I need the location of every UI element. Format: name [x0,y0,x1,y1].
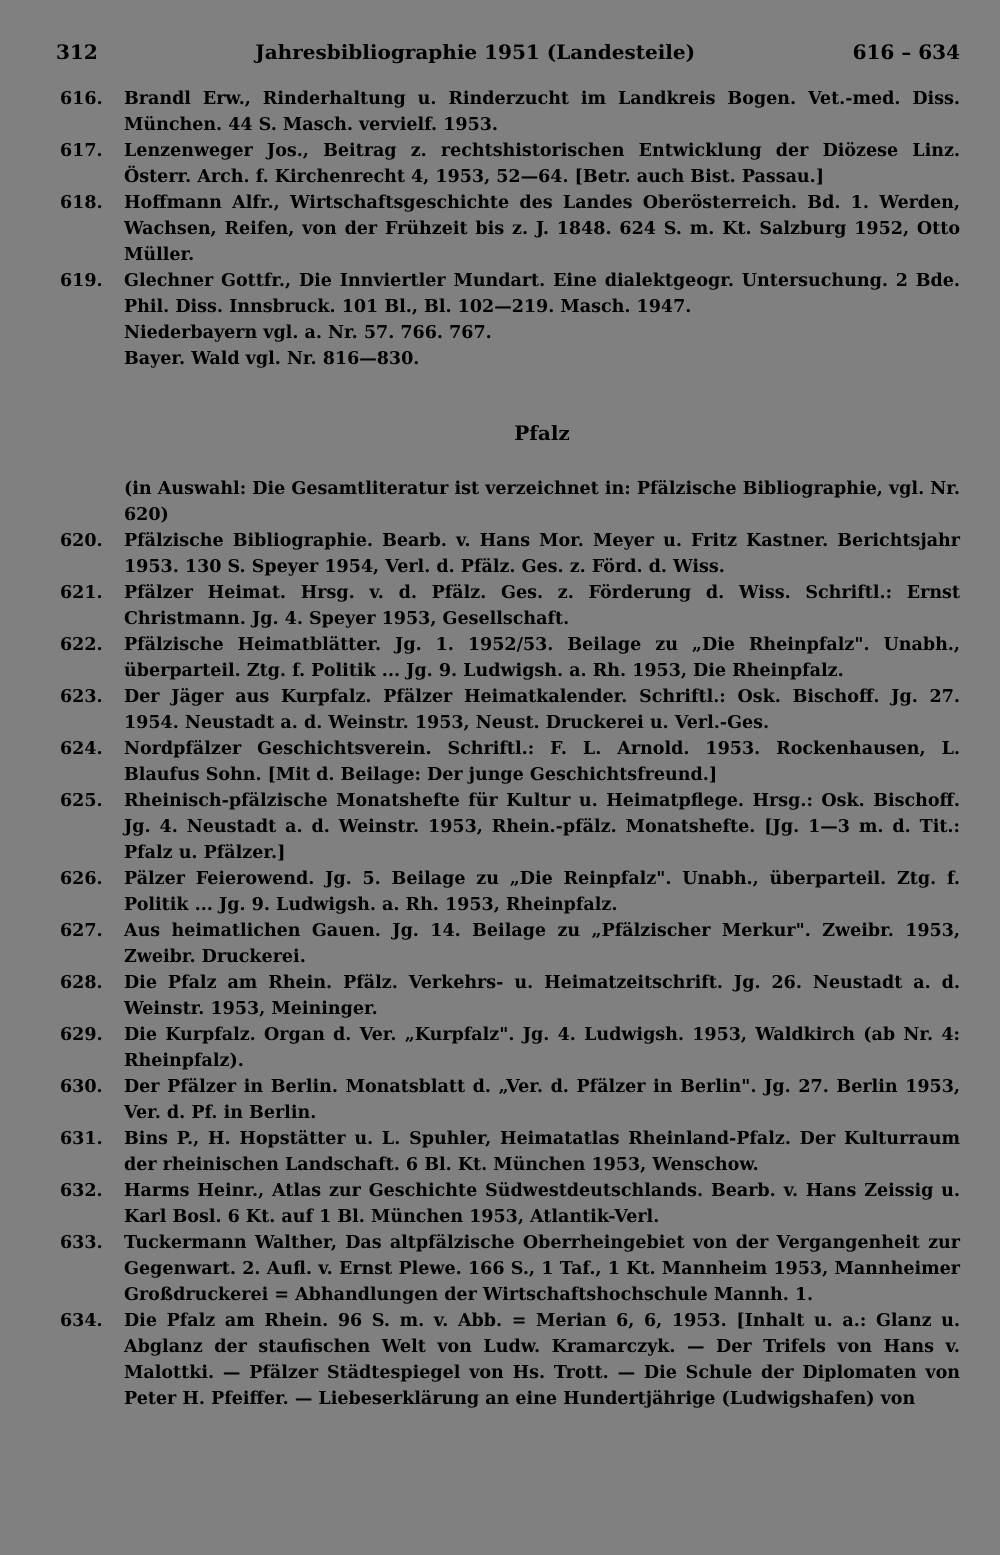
entry-text: Glechner Gottfr., Die Innviertler Mundart. Eine dialektgeogr. Untersuchung. 2 Bde. Phil. Diss. Innsbruck. 101 Bl., Bl. 102—219. Masch. 1947. [124,271,960,317]
entry-number: 625. [60,791,103,811]
entry-text: Der Pfälzer in Berlin. Monatsblatt d. „Ver. d. Pfälzer in Berlin". Jg. 27. Berlin 1953, Ver. d. Pf. in Berlin. [124,1077,960,1123]
bib-entry [60,1308,960,1412]
entry-text: Rheinisch-pfälzische Monatshefte für Kultur u. Heimatpflege. Hrsg.: Osk. Bischoff. Jg. 4. Neustadt a. d. Weinstr. 1953, Rhein.-pfälz. Monatshefte. [Jg. 1—3 m. d. Tit.: Pfalz u. Pfälzer.] [124,791,960,863]
entry-number: 621. [60,583,103,603]
bibliography-body [60,86,960,1412]
bib-entry [60,1074,960,1126]
section-heading: Pfalz [514,421,570,445]
bib-entry [60,866,960,918]
entry-number: 630. [60,1077,103,1097]
entry-text: Harms Heinr., Atlas zur Geschichte Südwestdeutschlands. Bearb. v. Hans Zeissig u. Karl Bosl. 6 Kt. auf 1 Bl. München 1953, Atlantik-Verl. [124,1181,960,1227]
entry-text: Bins P., H. Hopstätter u. L. Spuhler, Heimatatlas Rheinland-Pfalz. Der Kulturraum der rheinischen Landschaft. 6 Bl. Kt. München 1953, Wenschow. [124,1129,960,1175]
bib-entry [60,190,960,268]
section-intro: (in Auswahl: Die Gesamtliteratur ist verzeichnet in: Pfälzische Bibliographie, vgl. Nr. 620) [124,479,960,525]
entry-text: Die Pfalz am Rhein. Pfälz. Verkehrs- u. Heimatzeitschrift. Jg. 26. Neustadt a. d. Weinstr. 1953, Meininger. [124,973,960,1019]
page-number: 312 [56,40,98,64]
entry-text: Brandl Erw., Rinderhaltung u. Rinderzucht im Landkreis Bogen. Vet.-med. Diss. München. 44 S. Masch. vervielf. 1953. [124,89,960,135]
entry-number: 622. [60,635,103,655]
entry-text: Pfälzer Heimat. Hrsg. v. d. Pfälz. Ges. z. Förderung d. Wiss. Schriftl.: Ernst Christmann. Jg. 4. Speyer 1953, Gesellschaft. [124,583,960,629]
entry-text: Hoffmann Alfr., Wirtschaftsgeschichte des Landes Oberösterreich. Bd. 1. Werden, Wachsen, Reifen, von der Frühzeit bis z. J. 1848. 624 S. m. Kt. Salzburg 1952, Otto Müller. [124,193,960,265]
entry-number: 624. [60,739,103,759]
entry-text: Pfälzische Bibliographie. Bearb. v. Hans Mor. Meyer u. Fritz Kastner. Berichtsjahr 1953. 130 S. Speyer 1954, Verl. d. Pfälz. Ges. z. Förd. d. Wiss. [124,531,960,577]
bib-entry [60,632,960,684]
entry-text: Nordpfälzer Geschichtsverein. Schriftl.: F. L. Arnold. 1953. Rockenhausen, L. Blaufus Sohn. [Mit d. Beilage: Der junge Geschichtsfreund.] [124,739,960,785]
entry-text: Aus heimatlichen Gauen. Jg. 14. Beilage zu „Pfälzischer Merkur". Zweibr. 1953, Zweibr. Druckerei. [124,921,960,967]
cross-reference: Niederbayern vgl. a. Nr. 57. 766. 767. [124,323,492,343]
bib-entry [60,684,960,736]
bib-entry [60,918,960,970]
entry-number: 618. [60,193,103,213]
entry-number: 620. [60,531,103,551]
entry-number: 616. [60,89,103,109]
entries-top [60,86,960,372]
cross-reference: Bayer. Wald vgl. Nr. 816—830. [124,349,420,369]
entry-number: 632. [60,1181,103,1201]
entry-text: Der Jäger aus Kurpfalz. Pfälzer Heimatkalender. Schriftl.: Osk. Bischoff. Jg. 27. 1954. Neustadt a. d. Weinstr. 1953, Neust. Druckerei u. Verl.-Ges. [124,687,960,733]
bib-entry [60,138,960,190]
page-header [56,36,960,68]
entry-text: Tuckermann Walther, Das altpfälzische Oberrheingebiet von der Vergangenheit zur Gegenwart. 2. Aufl. v. Ernst Plewe. 166 S., 1 Taf., 1 Kt. Mannheim 1953, Mannheimer Großdruckerei = Abhandlungen der Wirtschaftshochschule Mannh. 1. [124,1233,960,1305]
bib-entry [60,1126,960,1178]
entry-number: 633. [60,1233,103,1253]
entry-number: 628. [60,973,103,993]
bib-entry [60,970,960,1022]
entry-text: Die Pfalz am Rhein. 96 S. m. v. Abb. = Merian 6, 6, 1953. [Inhalt u. a.: Glanz u. Abglanz der staufischen Welt von Ludw. Kramarczyk. — Der Trifels von Hans v. Malottki. — Pfälzer Städtespiegel von Hs. Trott. — Die Schule der Diplomaten von Peter H. Pfeiffer. — Liebeserklärung an eine Hundertjährige (Ludwigshafen) von [124,1311,960,1409]
bib-entry [60,268,960,320]
entry-number: 617. [60,141,103,161]
entries-section [60,528,960,1412]
entry-range: 616 – 634 [852,40,960,64]
entry-text: Lenzenweger Jos., Beitrag z. rechtshistorischen Entwicklung der Diözese Linz. Österr. Arch. f. Kirchenrecht 4, 1953, 52—64. [Betr. auch Bist. Passau.] [124,141,960,187]
entry-number: 623. [60,687,103,707]
entry-number: 629. [60,1025,103,1045]
running-title: Jahresbibliographie 1951 (Landesteile) [255,40,696,64]
entry-number: 634. [60,1311,103,1331]
entry-number: 631. [60,1129,103,1149]
bib-entry [60,788,960,866]
bib-entry [60,1178,960,1230]
bib-entry [60,736,960,788]
bib-entry [60,86,960,138]
entry-text: Pälzer Feierowend. Jg. 5. Beilage zu „Die Reinpfalz". Unabh., überparteil. Ztg. f. Politik ... Jg. 9. Ludwigsh. a. Rh. 1953, Rheinpfalz. [124,869,960,915]
bib-entry [60,528,960,580]
bib-entry [60,1022,960,1074]
bib-entry [60,1230,960,1308]
entry-number: 619. [60,271,103,291]
entry-text: Pfälzische Heimatblätter. Jg. 1. 1952/53. Beilage zu „Die Rheinpfalz". Unabh., überparteil. Ztg. f. Politik ... Jg. 9. Ludwigsh. a. Rh. 1953, Die Rheinpfalz. [124,635,960,681]
entry-number: 627. [60,921,103,941]
entry-text: Die Kurpfalz. Organ d. Ver. „Kurpfalz". Jg. 4. Ludwigsh. 1953, Waldkirch (ab Nr. 4: Rheinpfalz). [124,1025,960,1071]
entry-number: 626. [60,869,103,889]
bib-entry [60,580,960,632]
